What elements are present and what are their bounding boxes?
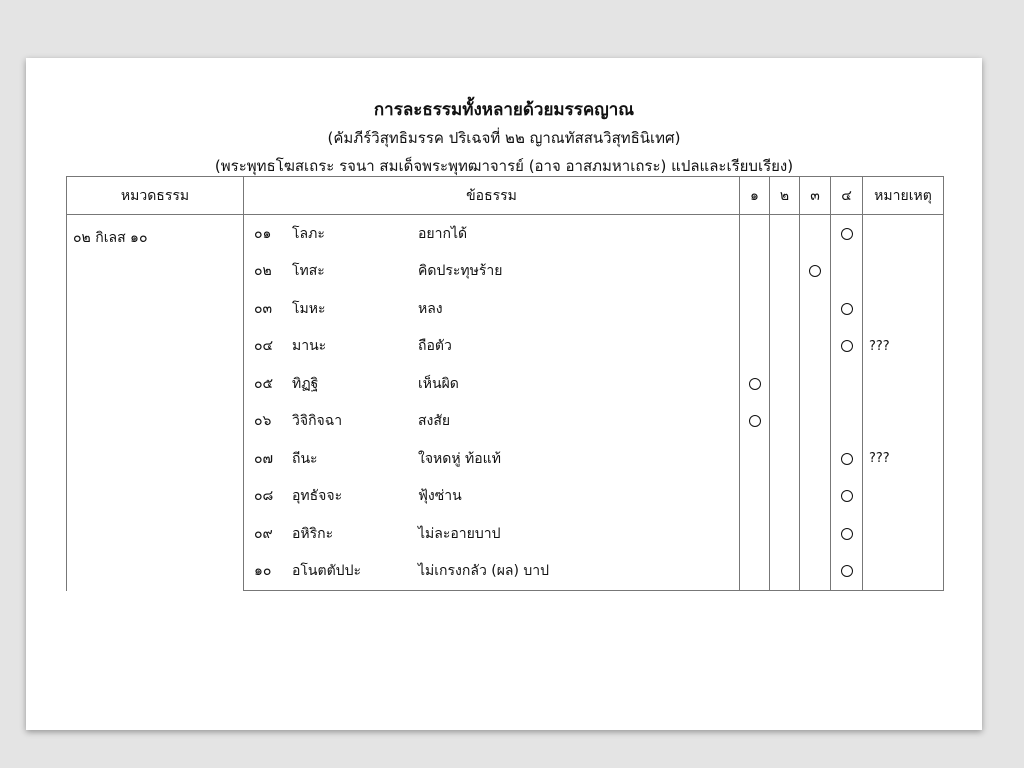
item-number: ๐๖ [254,413,272,430]
circle-mark-icon [841,528,853,540]
dhamma-cell [244,290,740,328]
item-meaning: ไม่ละอายบาป [418,525,501,542]
note-cell [863,365,944,403]
mark-cell-3 [800,253,831,291]
note-cell [863,553,944,591]
circle-mark-icon [841,565,853,577]
document-subtitle: (คัมภีร์วิสุทธิมรรค ปริเฉจที่ ๒๒ ญาณทัสสนวิสุทธินิเทศ) [327,129,681,147]
note-cell [863,478,944,516]
mark-cell-2 [770,440,800,478]
mark-cell-4 [831,478,863,516]
mark-cell-1 [740,553,770,591]
item-meaning: ไม่เกรงกลัว (ผล) บาป [418,563,550,580]
mark-cell-2 [770,403,800,441]
dhamma-table [66,176,944,591]
mark-cell-1 [740,365,770,403]
mark-cell-3 [800,478,831,516]
item-term: โมหะ [292,300,326,317]
mark-cell-4 [831,365,863,403]
mark-cell-4 [831,553,863,591]
header-col-2: ๒ [770,177,800,215]
item-number: ๐๕ [254,375,274,392]
header-col-3: ๓ [800,177,831,215]
table-header-row [67,177,944,215]
mark-cell-2 [770,215,800,253]
note-cell [863,290,944,328]
item-meaning: เห็นผิด [418,375,459,392]
dhamma-cell [244,365,740,403]
mark-cell-3 [800,328,831,366]
mark-cell-3 [800,365,831,403]
note-cell [863,403,944,441]
mark-cell-1 [740,478,770,516]
circle-mark-icon [749,415,761,427]
circle-mark-icon [841,490,853,502]
header-col-4: ๔ [831,177,863,215]
item-meaning: สงสัย [418,413,451,430]
header-category: หมวดธรรม [67,177,244,215]
item-meaning: ใจหดหู่ ท้อแท้ [418,450,501,467]
dhamma-cell [244,403,740,441]
item-term: อหิริกะ [292,525,334,542]
note-cell [863,253,944,291]
mark-cell-2 [770,253,800,291]
dhamma-cell [244,253,740,291]
dhamma-cell [244,478,740,516]
dhamma-cell [244,553,740,591]
dhamma-cell [244,515,740,553]
document-page [26,58,982,730]
circle-mark-icon [841,303,853,315]
dhamma-cell [244,328,740,366]
mark-cell-1 [740,290,770,328]
mark-cell-1 [740,403,770,441]
mark-cell-3 [800,215,831,253]
mark-cell-1 [740,440,770,478]
item-meaning: อยากได้ [418,225,468,242]
dhamma-cell [244,440,740,478]
mark-cell-1 [740,515,770,553]
document-author-line: (พระพุทธโฆสเถระ รจนา สมเด็จพระพุทฒาจารย์ (อาจ อาสภมหาเถระ) แปลและเรียบเรียง) [214,157,794,175]
mark-cell-2 [770,515,800,553]
header-dhamma: ข้อธรรม [244,177,740,215]
mark-cell-1 [740,328,770,366]
note-cell [863,515,944,553]
item-number: ๐๙ [254,525,273,542]
dhamma-cell [244,215,740,253]
item-meaning: หลง [418,300,443,317]
mark-cell-1 [740,253,770,291]
mark-cell-4 [831,515,863,553]
mark-cell-4 [831,328,863,366]
note-cell: ??? [863,440,944,478]
mark-cell-4 [831,253,863,291]
mark-cell-3 [800,290,831,328]
note-cell: ??? [863,328,944,366]
circle-mark-icon [841,340,853,352]
mark-cell-4 [831,290,863,328]
item-term: ทิฏฐิ [292,375,319,392]
circle-mark-icon [749,378,761,390]
item-number: ๐๔ [254,338,274,355]
note-cell [863,215,944,253]
item-term: มานะ [292,338,327,355]
item-number: ๑๐ [254,563,272,580]
item-number: ๐๘ [254,488,274,505]
table-body [67,215,944,591]
circle-mark-icon [841,228,853,240]
item-number: ๐๗ [254,450,274,467]
category-cell: ๐๒ กิเลส ๑๐ [67,215,244,591]
mark-cell-3 [800,440,831,478]
item-meaning: ฟุ้งซ่าน [418,488,462,505]
item-term: วิจิกิจฉา [292,413,343,430]
item-term: โทสะ [292,263,325,280]
item-term: อุทธัจจะ [292,488,343,505]
item-number: ๐๓ [254,300,273,317]
mark-cell-3 [800,553,831,591]
circle-mark-icon [809,265,821,277]
header-notes: หมายเหตุ [863,177,944,215]
item-term: ถีนะ [292,450,318,467]
mark-cell-2 [770,553,800,591]
mark-cell-3 [800,403,831,441]
mark-cell-2 [770,365,800,403]
item-term: อโนตตัปปะ [292,563,361,580]
item-meaning: คิดประทุษร้าย [418,263,503,280]
item-number: ๐๑ [254,225,272,242]
mark-cell-4 [831,440,863,478]
item-meaning: ถือตัว [418,338,452,355]
mark-cell-2 [770,328,800,366]
header-col-1: ๑ [740,177,770,215]
mark-cell-2 [770,478,800,516]
document-title: การละธรรมทั้งหลายด้วยมรรคญาณ [373,100,635,120]
item-number: ๐๒ [254,263,272,280]
table-row [67,215,944,253]
mark-cell-3 [800,515,831,553]
circle-mark-icon [841,453,853,465]
mark-cell-1 [740,215,770,253]
mark-cell-4 [831,403,863,441]
item-term: โลภะ [292,225,325,242]
mark-cell-2 [770,290,800,328]
mark-cell-4 [831,215,863,253]
